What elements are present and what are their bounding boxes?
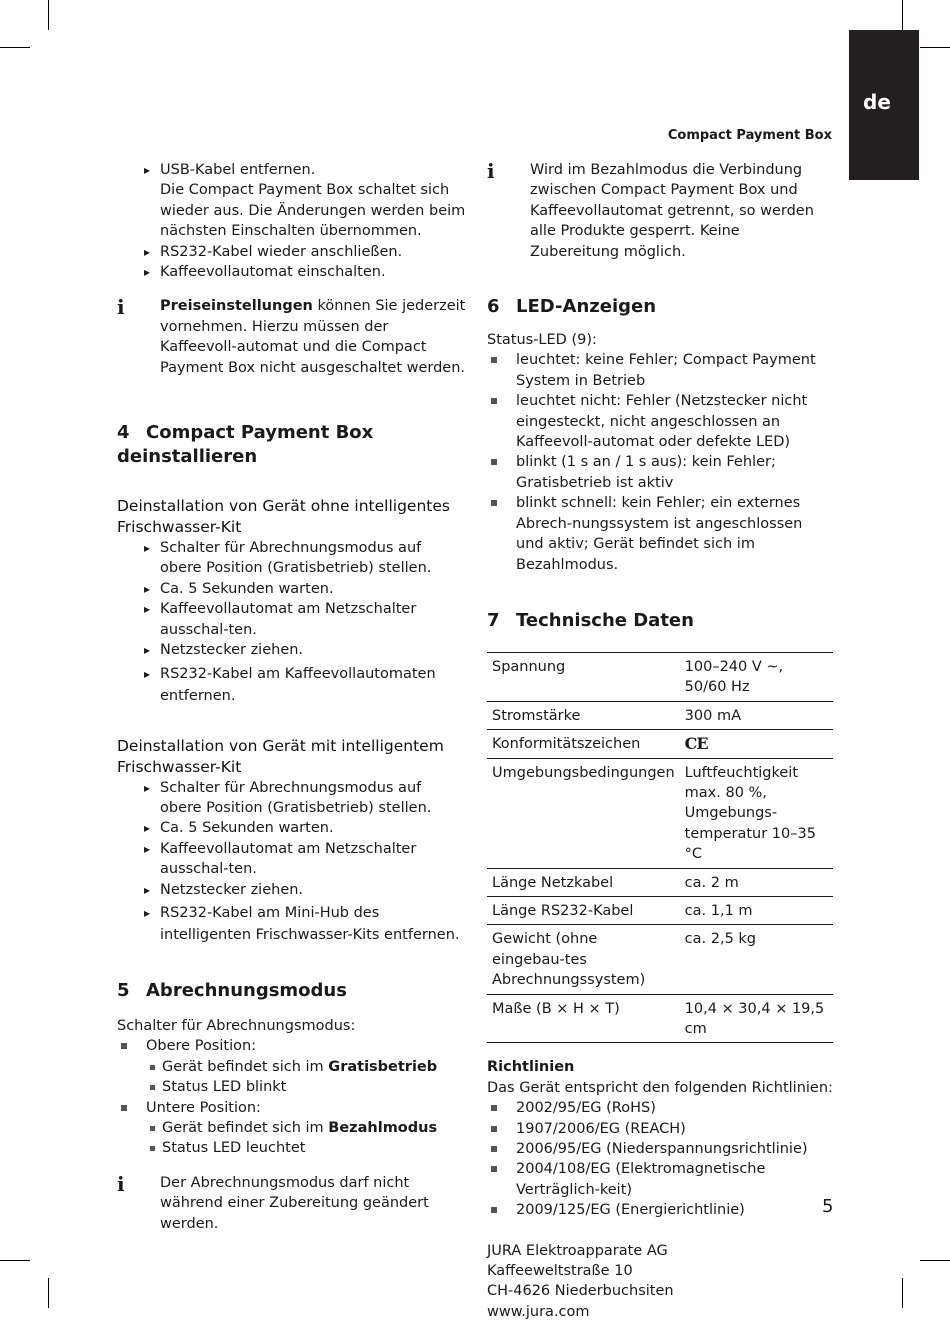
- spec-key: Maße (B × H × T): [487, 994, 680, 1043]
- right-column: [487, 160, 833, 1322]
- crop-mark: [920, 1260, 950, 1261]
- spec-key: Gewicht (ohne eingebau-tes Abrechnungssystem): [487, 925, 680, 994]
- table-row: [487, 868, 833, 896]
- section-heading: [487, 295, 833, 319]
- note-bold-term: Preiseinstellungen: [160, 298, 313, 315]
- guidelines-intro: Das Gerät entspricht den folgenden Richtlinien:: [487, 1079, 833, 1096]
- section-title: Technische Daten: [516, 609, 694, 631]
- section-number: 5: [117, 979, 130, 1001]
- spec-key: Konformitätszeichen: [487, 730, 680, 758]
- led-intro: Status-LED (9):: [487, 332, 597, 349]
- section-heading: [117, 979, 467, 1003]
- item-bold: Bezahlmodus: [328, 1119, 438, 1136]
- subsection-heading: Deinstallation von Gerät ohne intelligentes Frischwasser-Kit: [117, 497, 450, 537]
- list-item: blinkt schnell: kein Fehler; ein externes Abrech-nungssystem ist angeschlossen und aktiv; Gerät befindet sich im Bezahlmodus.: [516, 493, 833, 575]
- spec-key: Spannung: [487, 652, 680, 701]
- step-list: [117, 538, 467, 706]
- spec-key: Stromstärke: [487, 701, 680, 729]
- table-row: [487, 701, 833, 729]
- guidelines-list: [487, 1098, 833, 1220]
- crop-mark: [48, 0, 49, 30]
- table-row: [487, 896, 833, 924]
- crop-mark: [902, 1278, 903, 1308]
- position-list: [117, 1036, 467, 1158]
- section-number: 6: [487, 296, 500, 318]
- table-row: [487, 730, 833, 758]
- note-rest: können Sie jederzeit vornehmen. Hierzu müssen der Kaffeevoll-automat und die Compact Payment Box nicht ausgeschaltet werden.: [160, 298, 466, 376]
- section-heading: [117, 421, 467, 469]
- crop-mark: [902, 0, 903, 30]
- address-city: CH-4626 Niederbuchsiten: [487, 1283, 674, 1300]
- sub-list: [146, 1057, 467, 1098]
- list-item: ▸ RS232-Kabel wieder anschließen.: [160, 242, 467, 262]
- list-item: ▸ Ca. 5 Sekunden warten.: [160, 579, 467, 599]
- list-item: leuchtet nicht: Fehler (Netzstecker nicht eingesteckt, nicht angeschlossen an Kaffeevoll-automat oder defekte LED): [516, 391, 833, 452]
- switch-intro: Schalter für Abrechnungsmodus:: [117, 1017, 356, 1034]
- guidelines-title-text: Richtlinien: [487, 1059, 575, 1076]
- spec-value: ca. 2,5 kg: [680, 925, 833, 994]
- list-item: ▸ Schalter für Abrechnungsmodus auf obere Position (Gratisbetrieb) stellen.: [160, 778, 467, 819]
- lower-position-label: Untere Position:: [146, 1099, 261, 1116]
- list-item: ▸ Ca. 5 Sekunden warten.: [160, 818, 467, 838]
- spec-value: 100–240 V ~, 50/60 Hz: [680, 652, 833, 701]
- led-list: [487, 350, 833, 574]
- list-item: 1907/2006/EG (REACH): [516, 1119, 833, 1139]
- language-tab: [849, 30, 919, 180]
- address-block: [487, 1241, 833, 1322]
- step-list: [117, 778, 467, 946]
- spec-key: Umgebungsbedingungen: [487, 758, 680, 868]
- list-item: ▸ Netzstecker ziehen.: [160, 640, 467, 660]
- list-item: [162, 1118, 467, 1138]
- spec-value: ca. 2 m: [680, 868, 833, 896]
- list-item: ▸ Netzstecker ziehen.: [160, 880, 467, 900]
- upper-position-label: Obere Position:: [146, 1038, 257, 1055]
- crop-mark: [48, 1278, 49, 1308]
- list-item: 2002/95/EG (RoHS): [516, 1098, 833, 1118]
- item-bold: Gratisbetrieb: [328, 1058, 438, 1075]
- ce-mark: CE: [680, 730, 833, 758]
- info-note: [487, 160, 833, 262]
- note-text: Wird im Bezahlmodus die Verbindung zwischen Compact Payment Box und Kaffeevollautomat getrennt, so werden alle Produkte gesperrt. Keine Zubereitung möglich.: [530, 162, 814, 260]
- step-list: [117, 160, 467, 282]
- item-text: Gerät befindet sich im: [162, 1119, 329, 1136]
- list-item: [146, 1098, 467, 1159]
- section-title: LED-Anzeigen: [516, 296, 657, 318]
- list-item: leuchtet: keine Fehler; Compact Payment System in Betrieb: [516, 350, 833, 391]
- info-icon: i: [117, 295, 125, 320]
- list-item: Status LED blinkt: [162, 1077, 467, 1097]
- subsection-heading: Deinstallation von Gerät mit intelligentem Frischwasser-Kit: [117, 736, 444, 776]
- address-company: JURA Elektroapparate AG: [487, 1242, 668, 1259]
- table-row: [487, 925, 833, 994]
- running-header: Compact Payment Box: [667, 128, 832, 143]
- crop-mark: [920, 47, 950, 48]
- section-number: 4: [117, 422, 130, 444]
- list-item: ▸ Schalter für Abrechnungsmodus auf obere Position (Gratisbetrieb) stellen.: [160, 538, 467, 579]
- table-row: [487, 652, 833, 701]
- list-item: [146, 1036, 467, 1097]
- table-row: [487, 758, 833, 868]
- info-icon: i: [117, 1171, 125, 1196]
- table-row: [487, 994, 833, 1043]
- note-text: [160, 296, 467, 378]
- list-item: 2004/108/EG (Elektromagnetische Verträglich-keit): [516, 1159, 833, 1200]
- crop-mark: [0, 47, 30, 48]
- language-tab-label: de: [863, 90, 891, 114]
- page-number: 5: [822, 1196, 834, 1217]
- info-icon: i: [487, 159, 495, 183]
- list-item: [162, 1057, 467, 1077]
- info-note: [117, 1173, 467, 1234]
- section-number: 7: [487, 609, 500, 631]
- list-item: ▸ RS232-Kabel am Mini-Hub des intelligenten Frischwasser-Kits entfernen.: [160, 902, 467, 946]
- list-item: 2009/125/EG (Energierichtlinie): [516, 1200, 833, 1220]
- info-note: [117, 296, 467, 378]
- crop-mark: [0, 1260, 30, 1261]
- note-text: Der Abrechnungsmodus darf nicht während einer Zubereitung geändert werden.: [160, 1174, 429, 1232]
- item-text: Gerät befindet sich im: [162, 1058, 329, 1075]
- spec-value: 300 mA: [680, 701, 833, 729]
- list-item: Status LED leuchtet: [162, 1138, 467, 1158]
- left-column: [117, 160, 467, 1234]
- sub-list: [146, 1118, 467, 1159]
- list-item: blinkt (1 s an / 1 s aus): kein Fehler; Gratisbetrieb ist aktiv: [516, 452, 833, 493]
- spec-key: Länge Netzkabel: [487, 868, 680, 896]
- spec-value: ca. 1,1 m: [680, 896, 833, 924]
- list-item: ▸ Kaffeevollautomat am Netzschalter ausschal-ten.: [160, 599, 467, 640]
- address-web-link[interactable]: www.jura.com: [487, 1303, 590, 1320]
- address-street: Kaffeeweltstraße 10: [487, 1263, 633, 1280]
- spec-value: Luftfeuchtigkeit max. 80 %, Umgebungs-temperatur 10–35 °C: [680, 758, 833, 868]
- section-heading: [487, 609, 833, 633]
- list-item: 2006/95/EG (Niederspannungsrichtlinie): [516, 1139, 833, 1159]
- guidelines-title: [487, 1057, 833, 1077]
- spec-table: [487, 652, 833, 1044]
- spec-key: Länge RS232-Kabel: [487, 896, 680, 924]
- list-item: ▸ RS232-Kabel am Kaffeevollautomaten entfernen.: [160, 663, 467, 707]
- section-title: Compact Payment Box deinstallieren: [117, 422, 374, 468]
- spec-value: 10,4 × 30,4 × 19,5 cm: [680, 994, 833, 1043]
- list-item: ▸ Kaffeevollautomat einschalten.: [160, 262, 467, 282]
- list-item: ▸ USB-Kabel entfernen. Die Compact Payment Box schaltet sich wieder aus. Die Änderungen werden beim nächsten Einschalten übernommen.: [160, 160, 467, 242]
- list-item: ▸ Kaffeevollautomat am Netzschalter ausschal-ten.: [160, 839, 467, 880]
- section-title: Abrechnungsmodus: [146, 979, 347, 1001]
